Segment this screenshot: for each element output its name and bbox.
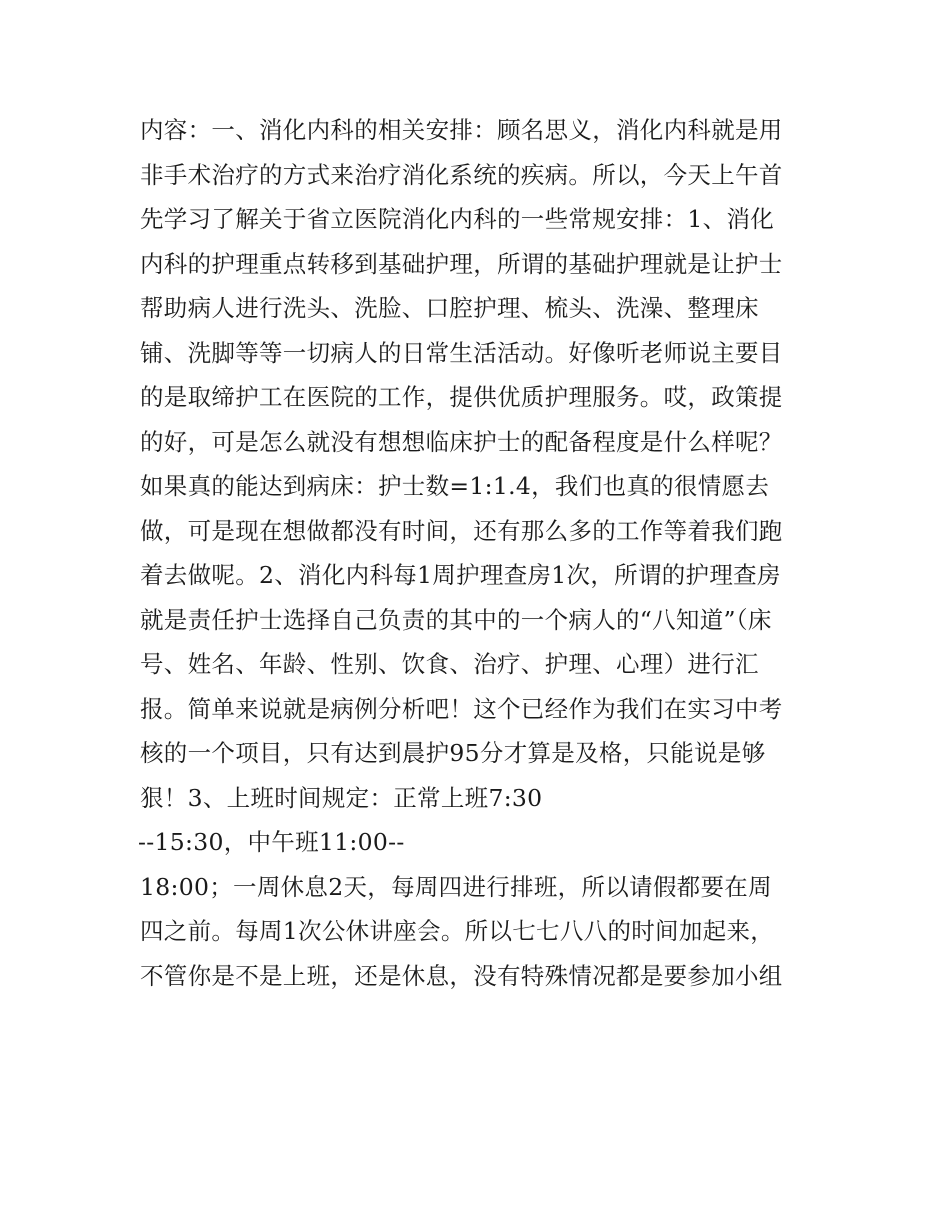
text-line-17: --15:30，中午班11:00--: [138, 828, 405, 856]
text-line-18: 18:00；一周休息2天，每周四进行排班，所以请假都要在周: [140, 872, 772, 901]
text-line-19: 四之前。每周1次公休讲座会。所以七七八八的时间加起来，: [140, 917, 775, 945]
text-line-2: 非手术治疗的方式来治疗消化系统的疾病。所以，今天上午首: [140, 160, 783, 189]
text-line-15: 核的一个项目，只有达到晨护95分才算是及格，只能说是够: [140, 739, 766, 767]
text-line-8: 的好，可是怎么就没有想想临床护士的配备程度是什么样呢？: [140, 427, 783, 456]
text-line-13: 号、姓名、年龄、性别、饮食、治疗、护理、心理）进行汇: [140, 650, 759, 678]
text-line-3: 先学习了解关于省立医院消化内科的一些常规安排：1、消化: [140, 205, 775, 233]
text-line-4: 内科的护理重点转移到基础护理，所谓的基础护理就是让护士: [140, 249, 783, 278]
text-line-16: 狠！3、上班时间规定：正常上班7:30: [140, 783, 543, 812]
text-line-20: 不管你是不是上班，还是休息，没有特殊情况都是要参加小组: [140, 961, 783, 990]
text-line-10: 做，可是现在想做都没有时间，还有那么多的工作等着我们跑: [140, 516, 783, 545]
text-line-14: 报。简单来说就是病例分析吧！这个已经作为我们在实习中考: [140, 694, 783, 723]
body-paragraph: [140, 108, 820, 998]
text-line-5: 帮助病人进行洗头、洗脸、口腔护理、梳头、洗澡、整理床: [140, 294, 759, 322]
text-line-11: 着去做呢。2、消化内科每1周护理查房1次，所谓的护理查房: [140, 561, 781, 589]
text-line-12: 就是责任护士选择自己负责的其中的一个病人的“八知道”（床: [140, 605, 772, 634]
text-line-7: 的是取缔护工在医院的工作，提供优质护理服务。哎，政策提: [140, 383, 783, 411]
text-line-1: 内容：一、消化内科的相关安排：顾名思义，消化内科就是用: [140, 116, 783, 144]
text-line-6: 铺、洗脚等等一切病人的日常生活活动。好像听老师说主要目: [140, 338, 783, 367]
text-line-9: 如果真的能达到病床：护士数=1:1.4，我们也真的很情愿去: [140, 472, 770, 500]
